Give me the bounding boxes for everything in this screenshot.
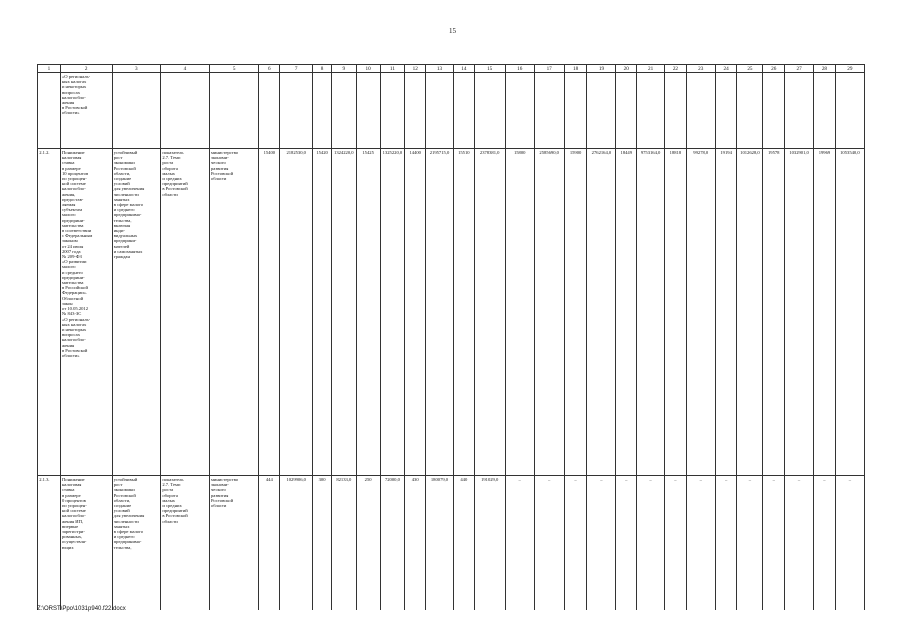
value-cell: 99278,0 [686, 149, 715, 476]
value-cell: – [505, 476, 534, 611]
column-number-cell: 7 [280, 65, 313, 73]
value-cell: 15420 [313, 149, 332, 476]
column-number-cell: 24 [715, 65, 737, 73]
column-number-cell: 1 [38, 65, 61, 73]
value-cell: 15900 [564, 149, 587, 476]
value-cell [405, 73, 426, 149]
column-number-cell: 23 [686, 65, 715, 73]
column-number-cell: 3 [112, 65, 161, 73]
value-cell: 2195715,0 [426, 149, 454, 476]
row-id-cell [38, 73, 61, 149]
column-number-cell: 26 [763, 65, 785, 73]
value-cell [715, 73, 737, 149]
row-id-cell: 2.1.2. [38, 149, 61, 476]
value-cell: 2182530,0 [280, 149, 313, 476]
value-cell [665, 73, 687, 149]
column-number-cell: 17 [534, 65, 564, 73]
value-cell [380, 73, 405, 149]
value-cell: 2378381,0 [474, 149, 505, 476]
column-number-cell: 14 [453, 65, 474, 73]
value-cell: 18818 [665, 149, 687, 476]
value-cell: 9753164,0 [637, 149, 665, 476]
measure-name-cell: Понижение налоговая ставка в размере 0 процентов по упрощен- ной системе налогообло- жения ИП, впервые зарегистри- рованных, осуществля- ющих [60, 476, 112, 611]
column-number-cell: 10 [356, 65, 380, 73]
value-cell: 1325220,0 [380, 149, 405, 476]
value-cell: 19578 [763, 149, 785, 476]
column-number-cell: 20 [616, 65, 637, 73]
value-cell [785, 73, 814, 149]
table-row [38, 149, 865, 476]
value-cell [686, 73, 715, 149]
column-number-cell: 4 [161, 65, 210, 73]
indicator-cell: показатель 2.7. Темп роста оборота малых и средних предприятий в Ростовской области [161, 476, 210, 611]
column-number-cell: 15 [474, 65, 505, 73]
value-cell: – [835, 476, 864, 611]
column-number-cell: 12 [405, 65, 426, 73]
column-number-cell: 29 [835, 65, 864, 73]
table-row [38, 73, 865, 149]
value-cell [814, 73, 836, 149]
value-cell: 82133,0 [331, 476, 356, 611]
value-cell [763, 73, 785, 149]
column-number-cell: 16 [505, 65, 534, 73]
value-cell: 15425 [356, 149, 380, 476]
value-cell: 1012628,0 [737, 149, 763, 476]
value-cell: 250 [356, 476, 380, 611]
value-cell [835, 73, 864, 149]
column-number-cell: 21 [637, 65, 665, 73]
value-cell: 1032901,0 [785, 149, 814, 476]
value-cell [505, 73, 534, 149]
value-cell [331, 73, 356, 149]
value-cell: 14400 [405, 149, 426, 476]
value-cell: 2585690,0 [534, 149, 564, 476]
curator-cell: министерство экономи- ческого развития Ростовской области [209, 476, 259, 611]
value-cell: – [534, 476, 564, 611]
value-cell: 444 [259, 476, 280, 611]
purpose-cell: устойчивый рост экономики Ростовской области, создание условий для увеличения численности занятых в сфере малого и среднего предпринима- тельства, включая инди- видуальных предприни- мателей и самозанятых граждан [112, 149, 161, 476]
value-cell: – [715, 476, 737, 611]
file-path-footer: Z:\ORST\Ppo\1031p940.f22.docx [37, 606, 126, 612]
value-cell [474, 73, 505, 149]
value-cell: 300 [313, 476, 332, 611]
value-cell: – [763, 476, 785, 611]
column-number-cell: 18 [564, 65, 587, 73]
column-number-cell: 5 [209, 65, 259, 73]
value-cell [280, 73, 313, 149]
value-cell: 15800 [505, 149, 534, 476]
value-cell: 2762164,0 [587, 149, 616, 476]
measure-name-cell: «О региональ- ных налогах и некоторых вопросах налогообло- жения в Ростовской области» [60, 73, 112, 149]
data-table [37, 64, 865, 610]
purpose-cell [112, 73, 161, 149]
value-cell: – [587, 476, 616, 611]
value-cell [259, 73, 280, 149]
column-number-cell: 22 [665, 65, 687, 73]
value-cell: – [564, 476, 587, 611]
value-cell: 72000,0 [380, 476, 405, 611]
value-cell [587, 73, 616, 149]
value-cell [737, 73, 763, 149]
purpose-cell: устойчивый рост экономики Ростовской области, создание условий для увеличения численности занятых в сфере малого и среднего предпринима- тельства, [112, 476, 161, 611]
measure-name-cell: Понижение налоговая ставка в размере 10 процентов по упрощен- ной системе налогообло- жения, предостав- ляемая субъектам малого предприни- мательства в соответствии с Федеральным законом от 24 июля 2007 года № 209-ФЗ «О развитии малого и среднего предприни- мательства в Российской Федерации». Областной закон от 10.05.2012 № 843-ЗС «О региональ- ных налогах и некоторых вопросах налогообло- жения в Ростовской области» [60, 149, 112, 476]
indicator-cell [161, 73, 210, 149]
value-cell: 430 [405, 476, 426, 611]
data-table-container [37, 64, 865, 610]
column-number-cell: 9 [331, 65, 356, 73]
value-cell: 1029906,0 [280, 476, 313, 611]
value-cell [616, 73, 637, 149]
column-number-cell: 27 [785, 65, 814, 73]
value-cell: – [616, 476, 637, 611]
column-number-cell: 28 [814, 65, 836, 73]
value-cell [313, 73, 332, 149]
value-cell: 180079,0 [426, 476, 454, 611]
value-cell: – [814, 476, 836, 611]
value-cell [564, 73, 587, 149]
value-cell: 19969 [814, 149, 836, 476]
value-cell: – [686, 476, 715, 611]
table-row [38, 476, 865, 611]
value-cell [453, 73, 474, 149]
value-cell: 15510 [453, 149, 474, 476]
indicator-cell: показатель 2.7. Темп роста оборота малых и средних предприятий в Ростовской области [161, 149, 210, 476]
value-cell: – [737, 476, 763, 611]
value-cell [356, 73, 380, 149]
value-cell: 19194 [715, 149, 737, 476]
column-number-cell: 13 [426, 65, 454, 73]
value-cell: 1053540,0 [835, 149, 864, 476]
curator-cell: министерство экономи- ческого развития Ростовской области [209, 149, 259, 476]
column-number-cell: 11 [380, 65, 405, 73]
value-cell: 1324220,0 [331, 149, 356, 476]
value-cell: 18449 [616, 149, 637, 476]
value-cell: 15400 [259, 149, 280, 476]
value-cell [534, 73, 564, 149]
column-number-cell: 2 [60, 65, 112, 73]
value-cell: 191029,0 [474, 476, 505, 611]
value-cell: 440 [453, 476, 474, 611]
column-number-header-row [38, 65, 865, 73]
row-id-cell: 2.1.3. [38, 476, 61, 611]
page-number: 15 [449, 27, 456, 35]
value-cell [637, 73, 665, 149]
value-cell: – [785, 476, 814, 611]
column-number-cell: 25 [737, 65, 763, 73]
column-number-cell: 19 [587, 65, 616, 73]
column-number-cell: 8 [313, 65, 332, 73]
column-number-cell: 6 [259, 65, 280, 73]
value-cell: – [665, 476, 687, 611]
value-cell: – [637, 476, 665, 611]
value-cell [426, 73, 454, 149]
curator-cell [209, 73, 259, 149]
